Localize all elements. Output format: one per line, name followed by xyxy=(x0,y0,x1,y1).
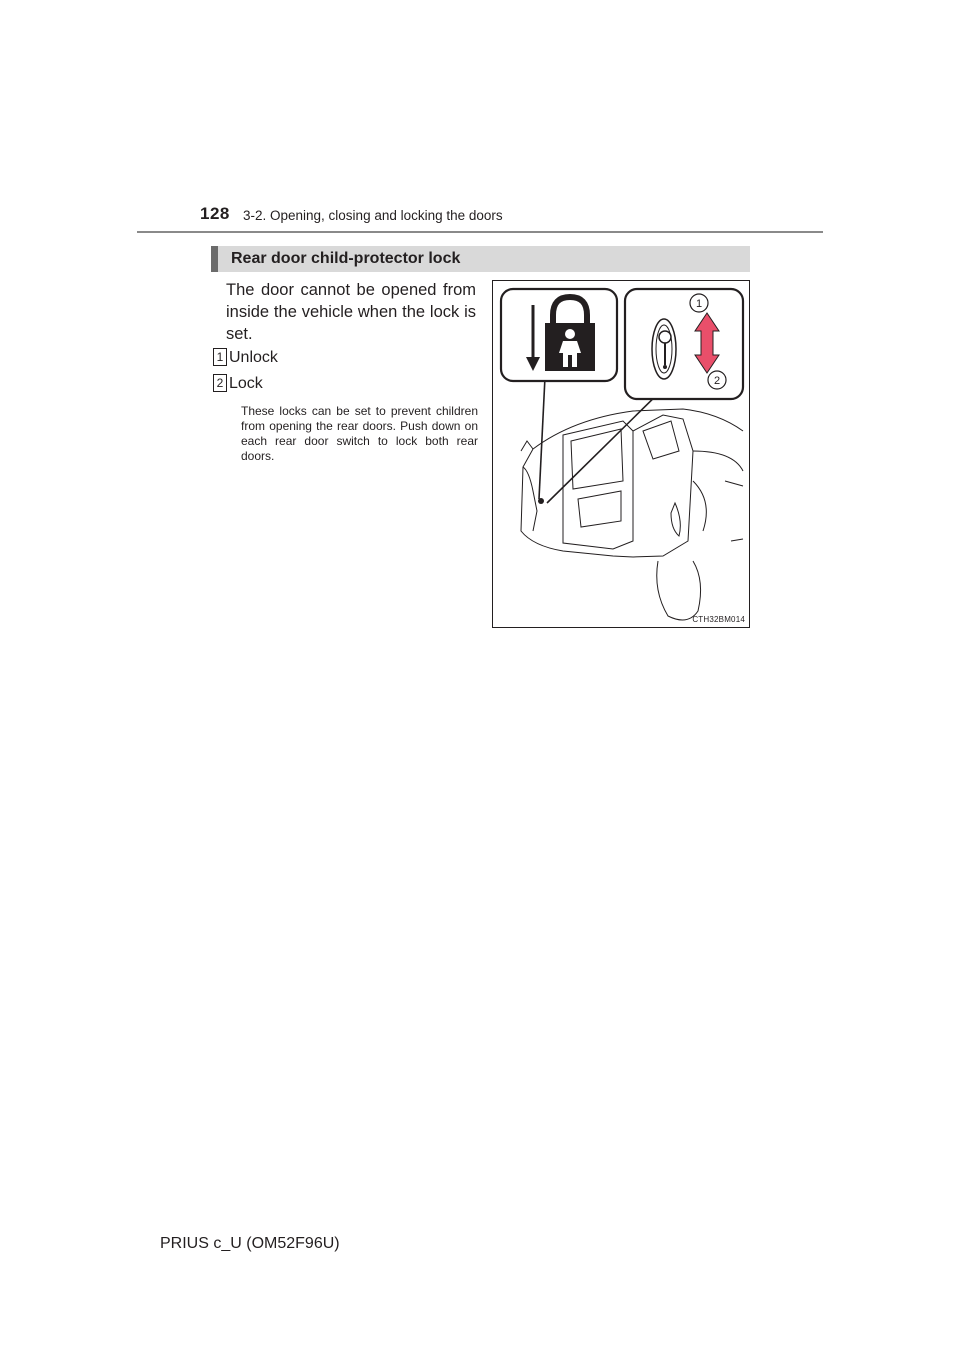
legend-number: 1 xyxy=(213,348,227,366)
switch-location-dot xyxy=(538,498,544,504)
footer-model: PRIUS c_U (OM52F96U) xyxy=(160,1235,340,1252)
door-lock-illustration xyxy=(492,280,750,628)
legend-number: 2 xyxy=(213,374,227,392)
leader-line-left xyxy=(539,377,545,499)
section-heading xyxy=(211,246,750,272)
page-number: 128 xyxy=(200,204,230,223)
legend-label: Unlock xyxy=(229,349,278,366)
figure-code: CTH32BM014 xyxy=(692,615,745,624)
section-title: Rear door child-protector lock xyxy=(231,250,461,267)
body-paragraph: The door cannot be opened from inside the vehicle when the lock is set. xyxy=(226,281,476,343)
legend-label: Lock xyxy=(229,375,263,392)
callout-1-label: 1 xyxy=(695,298,703,310)
callout-2-label: 2 xyxy=(713,375,721,387)
note-paragraph: These locks can be set to prevent children from opening the rear doors. Push down on each rear door switch to lock both rear doors. xyxy=(241,404,478,463)
car-door-open-icon xyxy=(521,409,743,620)
header-rule xyxy=(137,231,823,233)
illustration-drawing xyxy=(493,281,749,627)
chapter-title: 3-2. Opening, closing and locking the doors xyxy=(243,208,503,223)
